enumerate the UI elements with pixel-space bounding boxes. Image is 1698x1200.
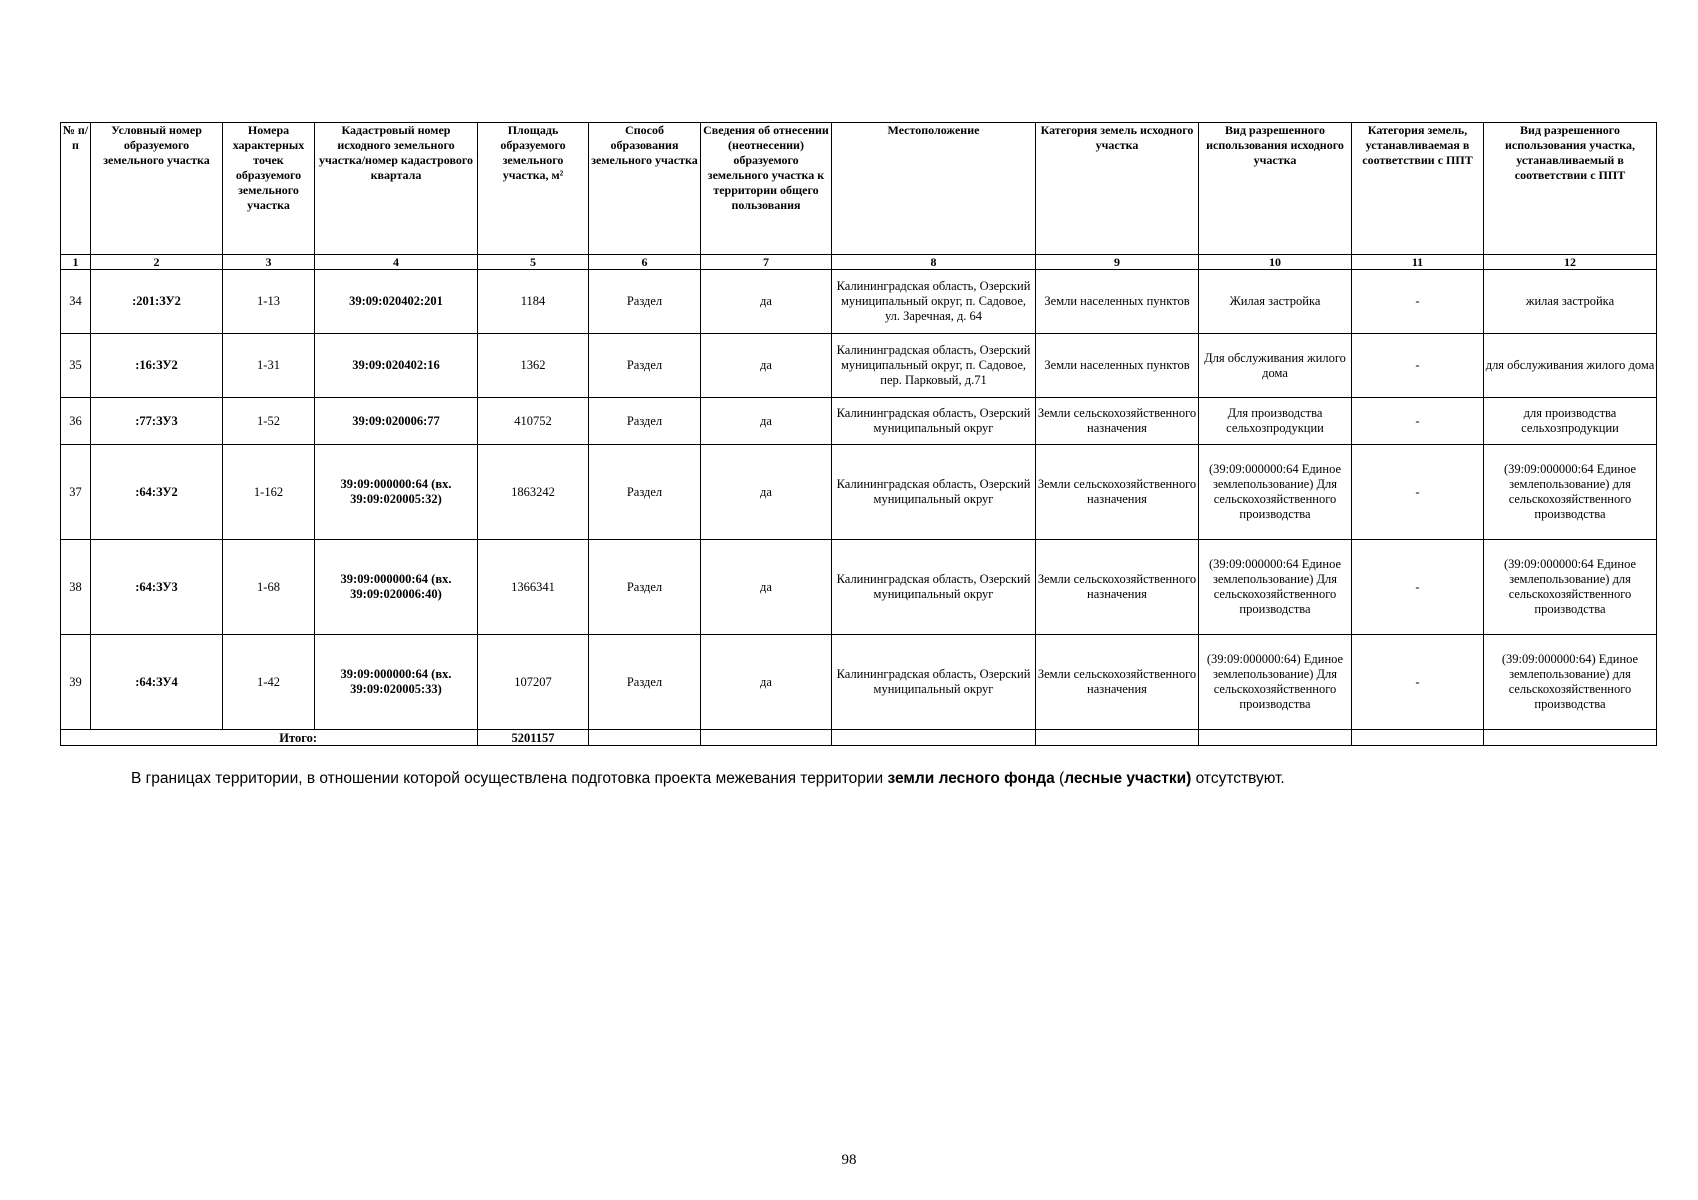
table-cell: Земли сельскохозяйственного назначения: [1036, 540, 1199, 635]
table-cell: 1-31: [223, 334, 315, 398]
table-cell: жилая застройка: [1484, 270, 1657, 334]
table-cell: 1184: [478, 270, 589, 334]
table-cell: 1-52: [223, 398, 315, 445]
table-row: [61, 540, 1657, 635]
table-cell: (39:09:000000:64 Единое землепользование) для сельскохозяйственного производства: [1484, 540, 1657, 635]
table-cell: 1-68: [223, 540, 315, 635]
table-row: [61, 445, 1657, 540]
table-cell: да: [701, 635, 832, 730]
column-number-cell: 5: [478, 255, 589, 270]
table-cell: 1-13: [223, 270, 315, 334]
total-empty-cell: [1484, 730, 1657, 746]
note-bold-1: земли лесного фонда: [887, 770, 1055, 787]
table-cell: Земли населенных пунктов: [1036, 270, 1199, 334]
table-cell: Жилая застройка: [1199, 270, 1352, 334]
table-cell: Калининградская область, Озерский муниципальный округ: [832, 635, 1036, 730]
header-row: [61, 123, 1657, 255]
table-cell: (39:09:000000:64 Единое землепользование) для сельскохозяйственного производства: [1484, 445, 1657, 540]
table-cell: 37: [61, 445, 91, 540]
table-cell: Раздел: [589, 540, 701, 635]
table-cell: Калининградская область, Озерский муниципальный округ, п. Садовое, пер. Парковый, д.71: [832, 334, 1036, 398]
table-cell: Земли сельскохозяйственного назначения: [1036, 398, 1199, 445]
column-number-cell: 8: [832, 255, 1036, 270]
table-cell: 34: [61, 270, 91, 334]
total-row: [61, 730, 1657, 746]
header-cell-12: Вид разрешенного использования участка, устанавливаемый в соответствии с ППТ: [1484, 123, 1657, 255]
table-cell: :77:ЗУ3: [91, 398, 223, 445]
table-cell: -: [1352, 398, 1484, 445]
table-cell: 1-42: [223, 635, 315, 730]
table-cell: -: [1352, 334, 1484, 398]
table-cell: :64:ЗУ3: [91, 540, 223, 635]
table-cell: (39:09:000000:64) Единое землепользование) Для сельскохозяйственного производства: [1199, 635, 1352, 730]
total-label: Итого:: [61, 730, 478, 746]
table-cell: Калининградская область, Озерский муниципальный округ, п. Садовое, ул. Заречная, д. 64: [832, 270, 1036, 334]
table-cell: :64:ЗУ2: [91, 445, 223, 540]
header-cell-10: Вид разрешенного использования исходного участка: [1199, 123, 1352, 255]
column-number-cell: 1: [61, 255, 91, 270]
header-cell-7: Сведения об отнесении (неотнесении) образуемого земельного участка к территории общего пользования: [701, 123, 832, 255]
table-cell: -: [1352, 635, 1484, 730]
header-cell-9: Категория земель исходного участка: [1036, 123, 1199, 255]
note-text-3: отсутствуют.: [1191, 770, 1285, 787]
table-cell: 1362: [478, 334, 589, 398]
header-cell-11: Категория земель, устанавливаемая в соответствии с ППТ: [1352, 123, 1484, 255]
forest-land-note: [131, 770, 1631, 788]
column-number-cell: 2: [91, 255, 223, 270]
table-cell: Раздел: [589, 635, 701, 730]
note-text-1: В границах территории, в отношении которой осуществлена подготовка проекта межевания территории: [131, 770, 888, 787]
table-cell: :201:ЗУ2: [91, 270, 223, 334]
table-cell: да: [701, 540, 832, 635]
table-cell: 1-162: [223, 445, 315, 540]
table-cell: -: [1352, 270, 1484, 334]
table-cell: :64:ЗУ4: [91, 635, 223, 730]
header-cell-1: № п/п: [61, 123, 91, 255]
table-cell: Раздел: [589, 445, 701, 540]
column-number-cell: 11: [1352, 255, 1484, 270]
table-cell: 1366341: [478, 540, 589, 635]
table-cell: :16:ЗУ2: [91, 334, 223, 398]
column-number-row: [61, 255, 1657, 270]
table-row: [61, 334, 1657, 398]
table-cell: Калининградская область, Озерский муниципальный округ: [832, 398, 1036, 445]
table-cell: (39:09:000000:64) Единое землепользование) для сельскохозяйственного производства: [1484, 635, 1657, 730]
total-empty-cell: [1352, 730, 1484, 746]
table-cell: Земли сельскохозяйственного назначения: [1036, 635, 1199, 730]
table-cell: Раздел: [589, 398, 701, 445]
table-row: [61, 635, 1657, 730]
table-cell: 1863242: [478, 445, 589, 540]
table-cell: Земли населенных пунктов: [1036, 334, 1199, 398]
table-cell: Для обслуживания жилого дома: [1199, 334, 1352, 398]
column-number-cell: 12: [1484, 255, 1657, 270]
table-row: [61, 270, 1657, 334]
table-cell: (39:09:000000:64 Единое землепользование) Для сельскохозяйственного производства: [1199, 445, 1352, 540]
table-cell: 39:09:020402:16: [315, 334, 478, 398]
header-cell-5: Площадь образуемого земельного участка, м²: [478, 123, 589, 255]
column-number-cell: 10: [1199, 255, 1352, 270]
table-cell: Калининградская область, Озерский муниципальный округ: [832, 540, 1036, 635]
table-cell: 36: [61, 398, 91, 445]
table-cell: 410752: [478, 398, 589, 445]
column-number-cell: 9: [1036, 255, 1199, 270]
note-text-2: (: [1054, 770, 1065, 787]
table-cell: Для производства сельхозпродукции: [1199, 398, 1352, 445]
table-cell: Раздел: [589, 334, 701, 398]
header-cell-6: Способ образования земельного участка: [589, 123, 701, 255]
total-empty-cell: [832, 730, 1036, 746]
table-cell: -: [1352, 445, 1484, 540]
column-number-cell: 7: [701, 255, 832, 270]
table-cell: 39:09:020402:201: [315, 270, 478, 334]
table-cell: 39:09:020006:77: [315, 398, 478, 445]
table-cell: да: [701, 270, 832, 334]
note-bold-2: лесные участки): [1064, 770, 1192, 787]
table-cell: да: [701, 334, 832, 398]
table-cell: 35: [61, 334, 91, 398]
column-number-cell: 6: [589, 255, 701, 270]
table-cell: 39: [61, 635, 91, 730]
table-cell: Раздел: [589, 270, 701, 334]
total-empty-cell: [701, 730, 832, 746]
header-cell-2: Условный номер образуемого земельного участка: [91, 123, 223, 255]
total-empty-cell: [589, 730, 701, 746]
total-empty-cell: [1199, 730, 1352, 746]
table-cell: Калининградская область, Озерский муниципальный округ: [832, 445, 1036, 540]
table-cell: для производства сельхозпродукции: [1484, 398, 1657, 445]
table-cell: 39:09:000000:64 (вх. 39:09:020005:32): [315, 445, 478, 540]
page-number: 98: [841, 1152, 857, 1168]
header-cell-3: Номера характерных точек образуемого земельного участка: [223, 123, 315, 255]
total-empty-cell: [1036, 730, 1199, 746]
total-value: 5201157: [478, 730, 589, 746]
table-row: [61, 398, 1657, 445]
table-cell: для обслуживания жилого дома: [1484, 334, 1657, 398]
column-number-cell: 4: [315, 255, 478, 270]
header-cell-4: Кадастровый номер исходного земельного участка/номер кадастрового квартала: [315, 123, 478, 255]
table-cell: -: [1352, 540, 1484, 635]
header-cell-8: Местоположение: [832, 123, 1036, 255]
table-cell: да: [701, 445, 832, 540]
table-cell: 38: [61, 540, 91, 635]
table-cell: (39:09:000000:64 Единое землепользование) Для сельскохозяйственного производства: [1199, 540, 1352, 635]
land-plots-table: [60, 122, 1657, 746]
table-cell: 39:09:000000:64 (вх. 39:09:020006:40): [315, 540, 478, 635]
table-cell: 39:09:000000:64 (вх. 39:09:020005:33): [315, 635, 478, 730]
table-cell: 107207: [478, 635, 589, 730]
table-cell: Земли сельскохозяйственного назначения: [1036, 445, 1199, 540]
table-cell: да: [701, 398, 832, 445]
column-number-cell: 3: [223, 255, 315, 270]
